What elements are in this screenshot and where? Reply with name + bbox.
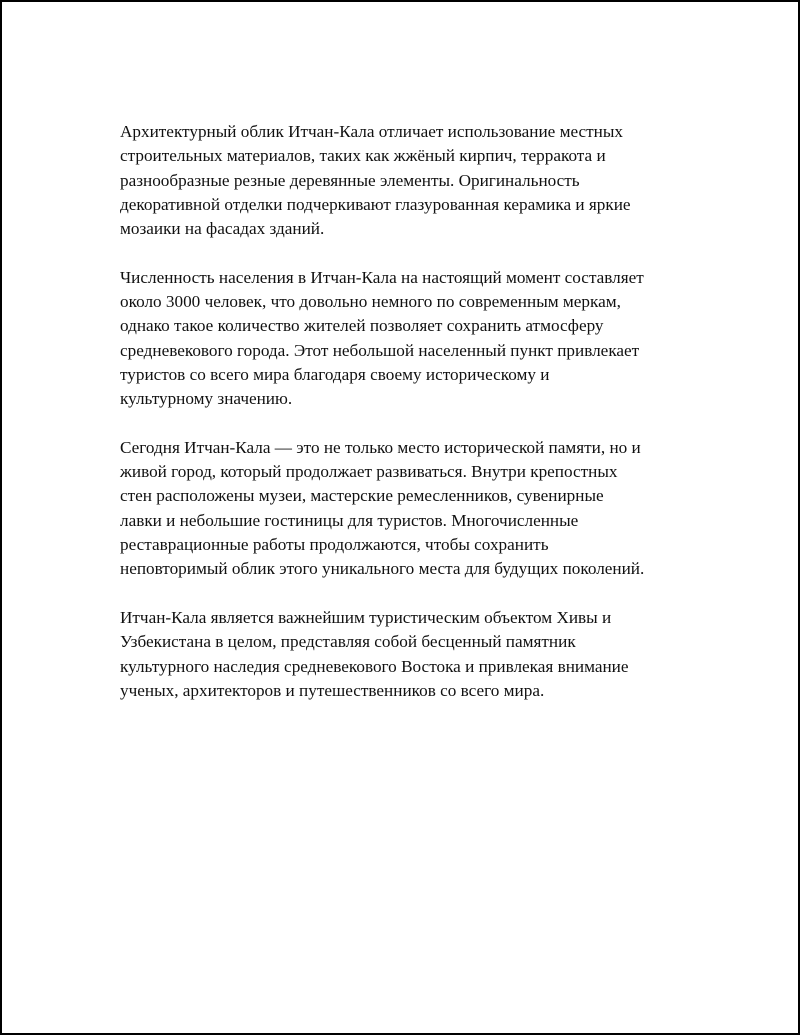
- paragraph-architecture: Архитектурный облик Итчан-Кала отличает использование местных строительных материалов, таких как жжёный кирпич, терракота и разнообразные резные деревянные элементы. Оригинальность декоративной отделки подчеркивают глазурованная керамика и яркие мозаики на фасадах зданий.: [120, 122, 631, 239]
- paragraph-population: Численность населения в Итчан-Кала на настоящий момент составляет около 3000 человек, что довольно немного по современным меркам, однако такое количество жителей позволяет сохранить атмосферу средневекового города. Этот небольшой населенный пункт привлекает туристов со всего мира благодаря своему историческому и культурному значению.: [120, 267, 644, 409]
- document-body: [120, 120, 700, 727]
- paragraph-today: Сегодня Итчан-Кала — это не только место исторической памяти, но и живой город, который продолжает развиваться. Внутри крепостных стен расположены музеи, мастерские ремесленников, сувенирные лавки и небольшие гостиницы для туристов. Многочисленные реставрационные работы продолжаются, чтобы сохранить неповторимый облик этого уникального места для будущих поколений.: [120, 437, 645, 579]
- paragraph-significance: Итчан-Кала является важнейшим туристическим объектом Хивы и Узбекистана в целом, представляя собой бесценный памятник культурного наследия средневекового Востока и привлекая внимание ученых, архитекторов и путешественников со всего мира.: [120, 607, 629, 700]
